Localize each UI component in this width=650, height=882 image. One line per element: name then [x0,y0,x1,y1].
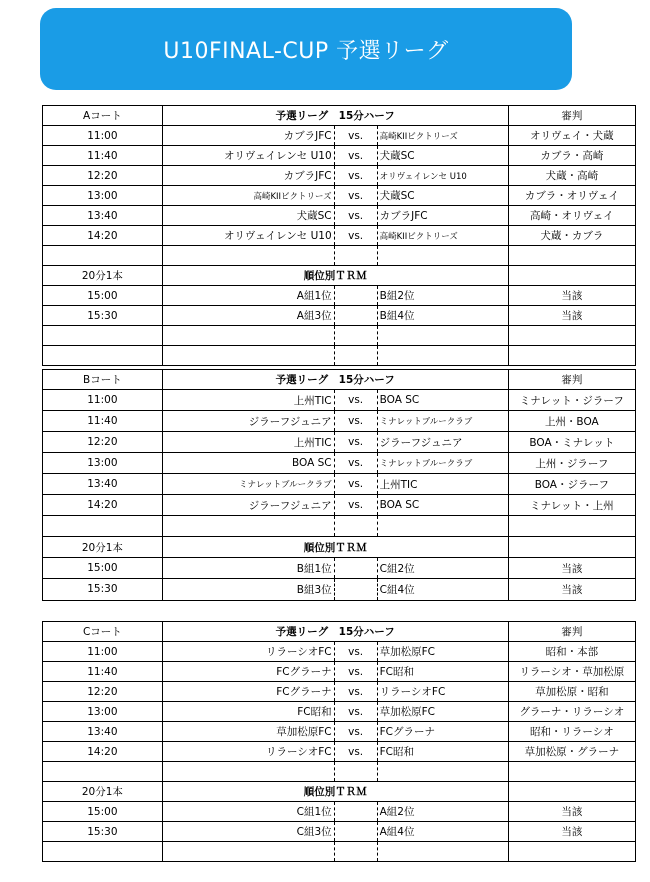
match-row [43,206,635,226]
trm-duration: 20分1本 [43,782,162,802]
empty-row [43,246,635,266]
away-team: ミナレットブルークラブ [377,453,508,474]
away-team: B組4位 [377,306,508,326]
match-row [43,411,635,432]
vs-label: vs. [334,432,377,453]
away-team: 草加松原FC [377,642,508,662]
match-time: 15:00 [43,286,162,306]
match-row [43,495,635,516]
league-header: 予選リーグ 15分ハーフ [162,370,508,390]
vs-label: vs. [334,642,377,662]
match-row [43,390,635,411]
referee: 昭和・リラーシオ [508,722,635,742]
referee: 犬蔵・高崎 [508,166,635,186]
empty-row [43,326,635,346]
match-row [43,186,635,206]
match-row [43,682,635,702]
home-team: 高崎KIIビクトリーズ [162,186,334,206]
away-team: FCグラーナ [377,722,508,742]
away-team: 高崎KIIビクトリーズ [377,126,508,146]
referee: 昭和・本部 [508,642,635,662]
away-team: 犬蔵SC [377,186,508,206]
referee: 当該 [508,802,635,822]
referee: カブラ・オリヴェイ [508,186,635,206]
home-team: BOA SC [162,453,334,474]
schedule-table [43,106,635,365]
trm-row [43,306,635,326]
referee-header: 審判 [508,106,635,126]
empty-row [43,762,635,782]
referee: オリヴェイ・犬蔵 [508,126,635,146]
match-row [43,702,635,722]
match-row [43,226,635,246]
home-team: FC昭和 [162,702,334,722]
match-time: 11:00 [43,126,162,146]
court-name: Cコート [43,622,162,642]
referee: 当該 [508,306,635,326]
match-time: 15:00 [43,558,162,579]
trm-header-row [43,782,635,802]
vs-label: vs. [334,166,377,186]
vs-label: vs. [334,206,377,226]
trm-duration: 20分1本 [43,266,162,286]
match-row [43,453,635,474]
home-team: 上州TIC [162,390,334,411]
home-team: 草加松原FC [162,722,334,742]
vs-label: vs. [334,742,377,762]
referee: リラーシオ・草加松原 [508,662,635,682]
home-team: ミナレットブルークラブ [162,474,334,495]
match-time: 12:20 [43,166,162,186]
match-time: 15:00 [43,802,162,822]
court-a-schedule [42,105,636,366]
away-team: C組2位 [377,558,508,579]
home-team: A組3位 [162,306,334,326]
away-team: リラーシオFC [377,682,508,702]
away-team: FC昭和 [377,742,508,762]
court-b-schedule [42,369,636,601]
trm-row [43,802,635,822]
home-team: リラーシオFC [162,742,334,762]
trm-row [43,579,635,600]
referee-header: 審判 [508,370,635,390]
match-row [43,474,635,495]
home-team: C組1位 [162,802,334,822]
away-team: 草加松原FC [377,702,508,722]
page-title: U10FINAL-CUP 予選リーグ [40,8,572,90]
referee: 当該 [508,822,635,842]
match-time: 15:30 [43,306,162,326]
away-team: FC昭和 [377,662,508,682]
home-team: FCグラーナ [162,682,334,702]
match-time: 14:20 [43,226,162,246]
away-team: C組4位 [377,579,508,600]
court-name: Aコート [43,106,162,126]
vs-label: vs. [334,186,377,206]
match-row [43,722,635,742]
vs-label: vs. [334,390,377,411]
home-team: カブラJFC [162,126,334,146]
match-time: 13:00 [43,702,162,722]
match-time: 15:30 [43,822,162,842]
away-team: B組2位 [377,286,508,306]
trm-header-row [43,537,635,558]
empty-row [43,516,635,537]
vs-label: vs. [334,722,377,742]
match-time: 11:40 [43,146,162,166]
vs-label: vs. [334,453,377,474]
referee-header: 審判 [508,622,635,642]
home-team: リラーシオFC [162,642,334,662]
away-team: A組4位 [377,822,508,842]
home-team: FCグラーナ [162,662,334,682]
referee: BOA・ミナレット [508,432,635,453]
league-header: 予選リーグ 15分ハーフ [162,622,508,642]
referee: 草加松原・昭和 [508,682,635,702]
match-time: 11:40 [43,411,162,432]
vs-label: vs. [334,474,377,495]
vs-label: vs. [334,126,377,146]
vs-label: vs. [334,226,377,246]
match-time: 15:30 [43,579,162,600]
home-team: B組1位 [162,558,334,579]
match-time: 13:40 [43,206,162,226]
empty-row [43,346,635,366]
away-team: 犬蔵SC [377,146,508,166]
home-team: ジラーフジュニア [162,495,334,516]
home-team: 犬蔵SC [162,206,334,226]
trm-duration: 20分1本 [43,537,162,558]
match-time: 14:20 [43,742,162,762]
header-row [43,622,635,642]
court-name: Bコート [43,370,162,390]
league-header: 予選リーグ 15分ハーフ [162,106,508,126]
match-time: 11:00 [43,390,162,411]
schedule-table [43,370,635,600]
away-team: オリヴェイレンセ U10 [377,166,508,186]
empty-row [43,842,635,862]
match-time: 11:00 [43,642,162,662]
referee: 当該 [561,583,583,596]
match-row [43,662,635,682]
home-team: オリヴェイレンセ U10 [162,226,334,246]
referee: 当該 [508,286,635,306]
match-time: 14:20 [43,495,162,516]
match-time: 13:40 [43,722,162,742]
away-team: ジラーフジュニア [377,432,508,453]
trm-row [43,822,635,842]
away-team: 上州TIC [377,474,508,495]
away-team: BOA SC [377,495,508,516]
referee: グラーナ・リラーシオ [508,702,635,722]
header-row [43,370,635,390]
vs-label: vs. [334,682,377,702]
match-time: 13:00 [43,186,162,206]
match-row [43,742,635,762]
away-team: カブラJFC [377,206,508,226]
away-team: ミナレットブルークラブ [377,411,508,432]
referee: BOA・ジラーフ [508,474,635,495]
home-team: オリヴェイレンセ U10 [162,146,334,166]
referee: ミナレット・ジラーフ [508,390,635,411]
match-row [43,166,635,186]
referee: 当該 [508,558,635,579]
vs-label: vs. [334,411,377,432]
referee: 草加松原・グラーナ [508,742,635,762]
referee: 犬蔵・カブラ [508,226,635,246]
vs-label: vs. [334,495,377,516]
referee: 上州・BOA [508,411,635,432]
match-row [43,642,635,662]
match-row [43,432,635,453]
trm-header: 順位別ＴＲＭ [162,782,508,802]
trm-row [43,558,635,579]
vs-label: vs. [334,702,377,722]
referee: カブラ・高崎 [508,146,635,166]
match-time: 13:00 [43,453,162,474]
trm-header: 順位別ＴＲＭ [162,266,508,286]
referee: 高崎・オリヴェイ [508,206,635,226]
home-team: C組3位 [162,822,334,842]
schedule-table [43,622,635,861]
match-time: 12:20 [43,682,162,702]
home-team: ジラーフジュニア [162,411,334,432]
vs-label: vs. [334,662,377,682]
home-team: B組3位 [162,579,334,600]
trm-header: 順位別ＴＲＭ [162,537,508,558]
trm-row [43,286,635,306]
vs-label: vs. [334,146,377,166]
header-row [43,106,635,126]
referee: 上州・ジラーフ [508,453,635,474]
match-row [43,146,635,166]
away-team: BOA SC [377,390,508,411]
away-team: A組2位 [377,802,508,822]
away-team: 高崎KIIビクトリーズ [377,226,508,246]
home-team: A組1位 [162,286,334,306]
match-row [43,126,635,146]
home-team: カブラJFC [162,166,334,186]
referee: ミナレット・上州 [508,495,635,516]
match-time: 12:20 [43,432,162,453]
home-team: 上州TIC [162,432,334,453]
match-time: 11:40 [43,662,162,682]
court-c-schedule [42,621,636,862]
trm-header-row [43,266,635,286]
match-time: 13:40 [43,474,162,495]
